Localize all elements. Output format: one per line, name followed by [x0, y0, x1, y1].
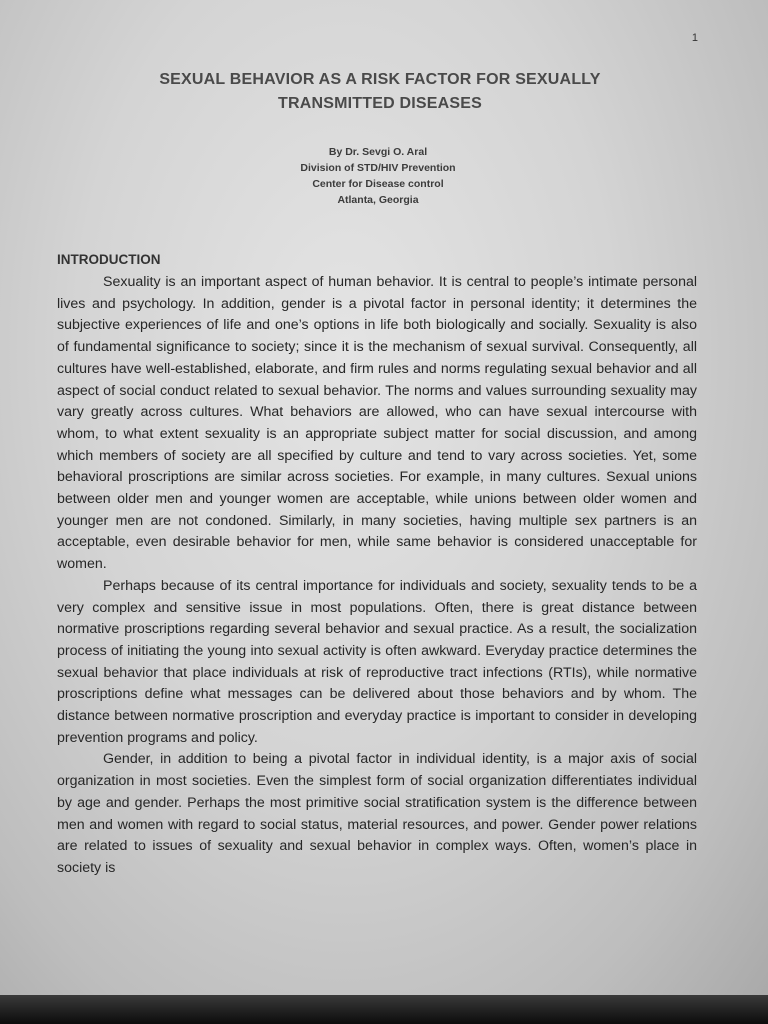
byline-location: Atlanta, Georgia	[337, 194, 419, 206]
author-byline	[200, 144, 556, 208]
page-number: 1	[691, 32, 698, 44]
byline-division: Division of STD/HIV Prevention	[300, 162, 456, 174]
document-title: SEXUAL BEHAVIOR AS A RISK FACTOR FOR SEXUALLY TRANSMITTED DISEASES	[159, 71, 601, 112]
body-text	[57, 272, 697, 880]
section-heading: INTRODUCTION	[57, 252, 161, 267]
byline-center: Center for Disease control	[312, 178, 444, 190]
byline-author: By Dr. Sevgi O. Aral	[328, 146, 428, 158]
paragraph: Perhaps because of its central importance for individuals and society, sexuality tends to be a very complex and sensitive issue in most populations. Often, there is great distance between normative proscriptions regarding several behavior and sexual practice. As a result, the socialization process of initiating the young into sexual activity is often awkward. Everyday practice determines the sexual behavior that place individuals at risk of reproductive tract infections (RTIs), while normative proscriptions define what messages can be delivered about those behaviors and by whom. The distance between normative proscription and everyday practice is important to consider in developing prevention programs and policy.	[57, 577, 697, 746]
paragraph: Gender, in addition to being a pivotal factor in individual identity, is a major axis of social organization in most societies. Even the simplest form of social organization differentiates individual by age and gender. Perhaps the most primitive social stratification system is the difference between men and women with regard to social status, material resources, and power. Gender power relations are related to issues of sexuality and sexual behavior in complex ways. Often, women’s place in society is	[57, 751, 697, 876]
paragraph: Sexuality is an important aspect of human behavior. It is central to people’s intimate personal lives and psychology. In addition, gender is a pivotal factor in personal identity; it determines the subjective experiences of life and one’s options in life both biologically and socially. Sexuality is also of fundamental significance to society; since it is the mechanism of sexual survival. Consequently, all cultures have well-established, elaborate, and firm rules and norms regulating sexual behavior and all aspect of social conduct related to sexual behavior. The norms and values surrounding sexuality may vary greatly across cultures. What behaviors are allowed, who can have sexual intercourse with whom, to what extent sexuality is an appropriate subject matter for social discussion, and among which members of society are all specified by culture and tend to vary across societies. Yet, some behavioral proscriptions are similar across societies. For example, in many cultures. Sexual unions between older men and younger women are acceptable, while unions between older women and younger men are not condoned. Similarly, in many societies, having multiple sex partners is an acceptable, even desirable behavior for men, while same behavior is considered unacceptable for women.	[57, 274, 697, 573]
table-surface	[0, 995, 768, 1024]
